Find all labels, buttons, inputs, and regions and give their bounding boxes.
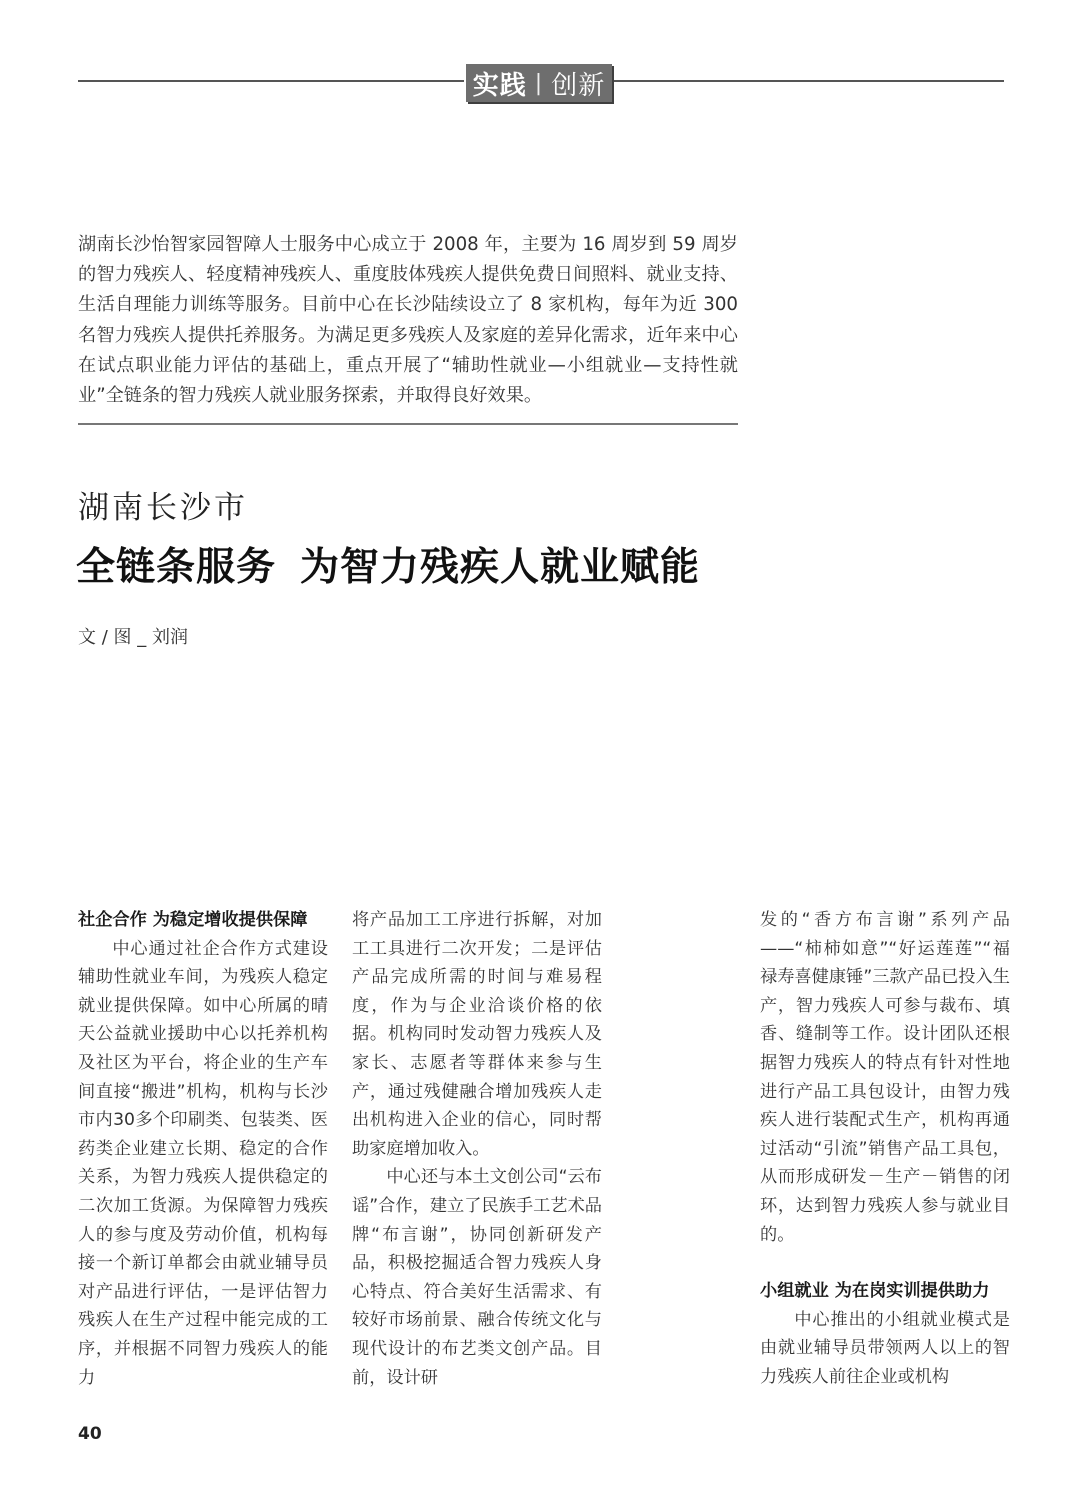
section-tag-separator: | <box>534 70 544 96</box>
column-2-paragraph-2: 中心还与本土文创公司“云布谣”合作，建立了民族手工艺术品牌“布言谢”，协同创新研发产品，积极挖掘适合智力残疾人身心特点、符合美好生活需求、有较好市场前景、融合传统文化与现代设计的布艺类文创产品。目前，设计研 <box>352 1167 602 1388</box>
article-title-part2: 为智力残疾人就业赋能 <box>300 544 701 590</box>
column-3-paragraph-1: 发的“香方布言谢”系列产品——“柿柿如意”“好运莲莲”“福禄寿喜健康锤”三款产品已投入生产，智力残疾人可参与裁布、填香、缝制等工作。设计团队还根据智力残疾人的特点有针对性地进行产品工具包设计，由智力残疾人进行装配式生产，机构再通过活动“引流”销售产品工具包，从而形成研发－生产－销售的闭环，达到智力残疾人参与就业目的。 <box>760 910 1010 1245</box>
section-tag-secondary: 创新 <box>551 70 606 101</box>
column-2-paragraph-1: 将产品加工工序进行拆解，对加工工具进行二次开发；二是评估产品完成所需的时间与难易程度，作为与企业洽谈价格的依据。机构同时发动智力残疾人及家长、志愿者等群体来参与生产，通过残健融合增加残疾人走出机构进入企业的信心，同时帮助家庭增加收入。 <box>352 910 602 1159</box>
column-2 <box>352 906 602 1392</box>
section-tag-primary: 实践 <box>472 70 527 101</box>
column-3-paragraph-2: 中心推出的小组就业模式是由就业辅导员带领两人以上的智力残疾人前往企业或机构 <box>760 1309 1010 1387</box>
header-rule-right <box>614 80 1004 82</box>
column-3-heading: 小组就业 为在岗实训提供助力 <box>760 1281 990 1302</box>
header-rule-left <box>78 80 464 82</box>
column-1-heading: 社企合作 为稳定增收提供保障 <box>78 910 308 930</box>
article-subtitle: 湖南长沙市 <box>78 490 248 526</box>
abstract-paragraph: 湖南长沙怡智家园智障人士服务中心成立于 2008 年，主要为 16 周岁到 59 周岁的智力残疾人、轻度精神残疾人、重度肢体残疾人提供免费日间照料、就业支持、生活自理能力训练等服务。目前中心在长沙陆续设立了 8 家机构，每年为近 300 名智力残疾人提供托养服务。为满足更多残疾人及家庭的差异化需求，近年来中心在试点职业能力评估的基础上，重点开展了“辅助性就业—小组就业—支持性就业”全链条的智力残疾人就业服务探索，并取得良好效果。 <box>78 234 738 407</box>
column-1 <box>78 906 328 1392</box>
section-tag <box>466 64 612 102</box>
page-number: 40 <box>78 1424 102 1444</box>
column-3-spacer <box>760 1249 1010 1277</box>
abstract-bottom-rule <box>78 423 738 425</box>
column-1-paragraph: 中心通过社企合作方式建设辅助性就业车间，为残疾人稳定就业提供保障。如中心所属的晴天公益就业援助中心以托养机构及社区为平台，将企业的生产车间直接“搬进”机构，机构与长沙市内30多个印刷类、包装类、医药类企业建立长期、稳定的合作关系，为智力残疾人提供稳定的二次加工货源。为保障智力残疾人的参与度及劳动价值，机构每接一个新订单都会由就业辅导员对产品进行评估，一是评估智力残疾人在生产过程中能完成的工序，并根据不同智力残疾人的能力 <box>78 938 328 1388</box>
article-byline: 文 / 图 _ 刘润 <box>78 627 188 648</box>
column-3 <box>760 906 1010 1392</box>
article-title-part1: 全链条服务 <box>76 544 277 590</box>
article-title <box>76 536 700 592</box>
